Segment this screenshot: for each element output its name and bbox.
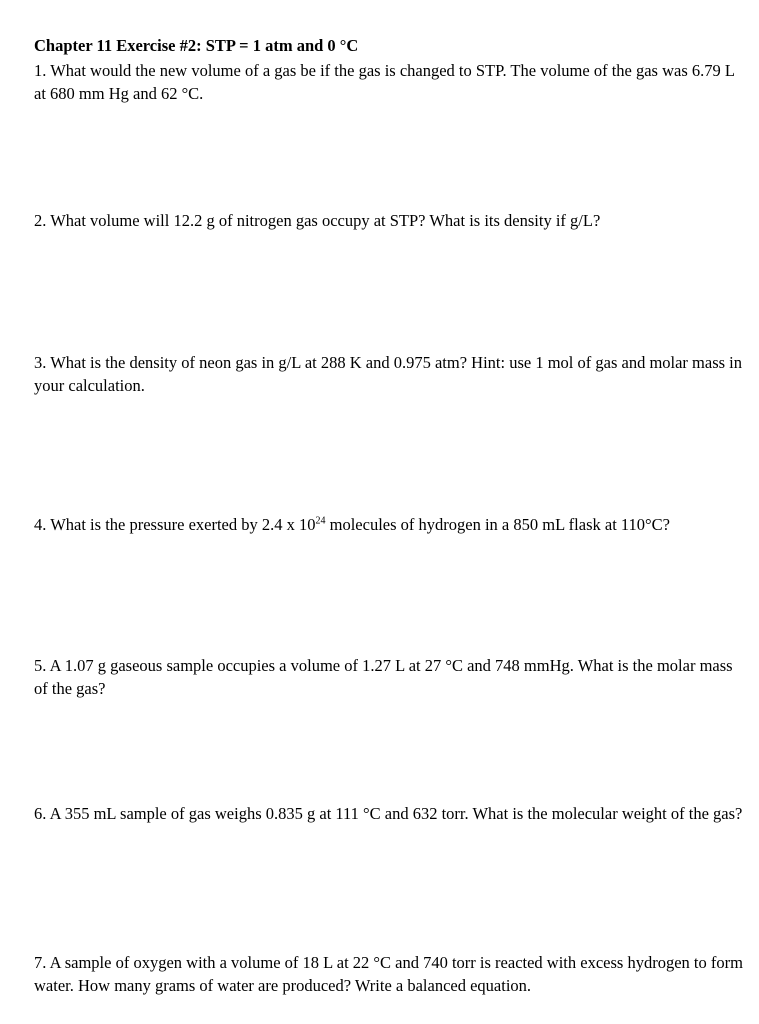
question-1: 1. What would the new volume of a gas be if the gas is changed to STP. The volume of the gas was 6.79 L at 680 mm Hg and 62 °C. (34, 61, 735, 103)
question-4-text-before: 4. What is the pressure exerted by 2.4 x 10 (34, 515, 316, 534)
question-3: 3. What is the density of neon gas in g/L at 288 K and 0.975 atm? Hint: use 1 mol of gas and molar mass in your calculation. (34, 353, 743, 395)
worksheet-title: Chapter 11 Exercise #2: STP = 1 atm and 0 °C (34, 36, 359, 55)
question-5: 5. A 1.07 g gaseous sample occupies a volume of 1.27 L at 27 °C and 748 mmHg. What is the molar mass of the gas? (34, 656, 733, 698)
question-6: 6. A 355 mL sample of gas weighs 0.835 g at 111 °C and 632 torr. What is the molecular weight of the gas? (34, 804, 743, 823)
question-4 (34, 513, 746, 536)
question-2: 2. What volume will 12.2 g of nitrogen gas occupy at STP? What is its density if g/L? (34, 211, 601, 230)
question-4-exponent: 24 (315, 515, 326, 527)
question-7: 7. A sample of oxygen with a volume of 18 L at 22 °C and 740 torr is reacted with excess hydrogen to form water. How many grams of water are produced? Write a balanced equation. (34, 953, 743, 995)
question-4-text-after: molecules of hydrogen in a 850 mL flask at 110°C? (325, 515, 670, 534)
